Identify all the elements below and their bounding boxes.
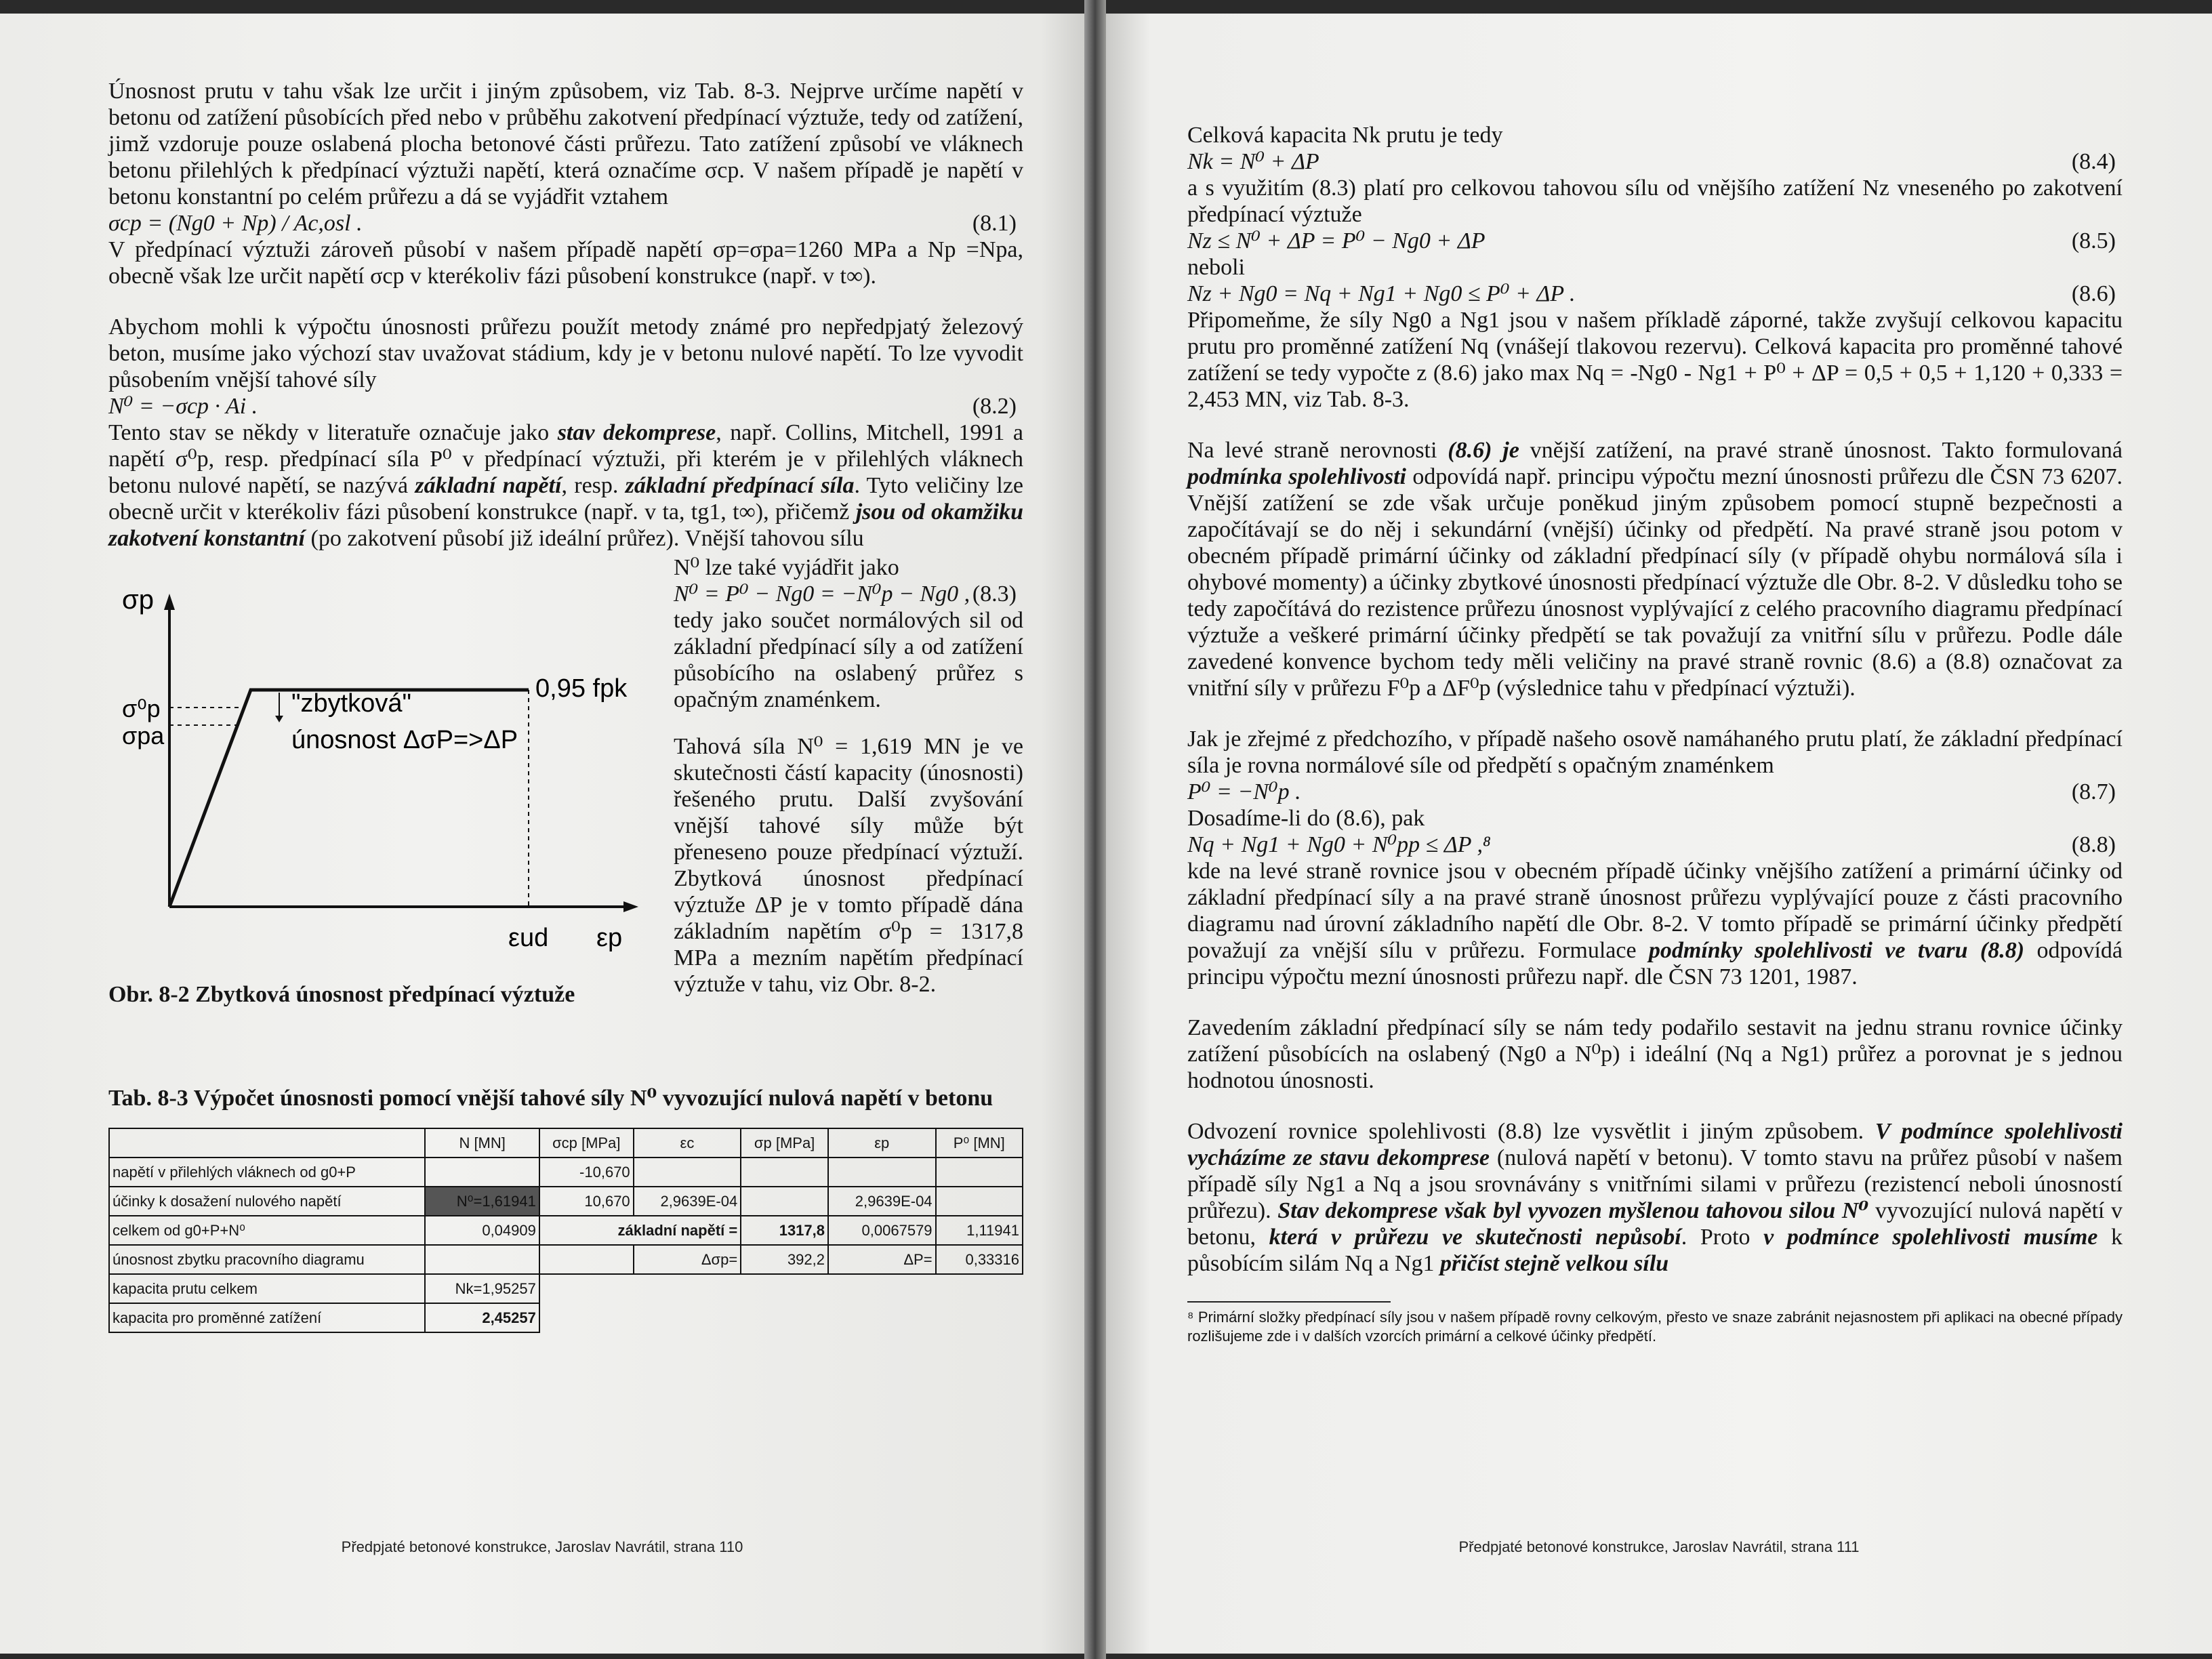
figure-text-line-2: únosnost ΔσP=>ΔP (291, 726, 518, 754)
level-label: 0,95 fpk (535, 674, 628, 703)
table-cell: 0,33316 (936, 1245, 1023, 1274)
r-paragraph-7: Dosadíme-li do (8.6), pak (1187, 806, 1425, 831)
table-row (109, 1158, 1023, 1187)
diagram-curve (169, 690, 529, 907)
para4-text-e: , resp. (561, 473, 626, 498)
term-zakladni-predpinaci-sila: základní předpínací síla (625, 473, 855, 498)
para4-text-a: Tento stav se někdy v literatuře označuje jako (108, 420, 558, 445)
y-axis-label: σp (122, 585, 154, 615)
table-cell: kapacita prutu celkem (109, 1274, 425, 1303)
r10-text-a: Odvození rovnice spolehlivosti (8.8) lze vysvětlit i jiným způsobem. (1187, 1119, 1875, 1144)
side-paragraph-2: Tahová síla N⁰ = 1,619 MN je ve skutečnosti částí kapacity (únosnosti) řešeného prutu. Další zvyšování vnější tahové síly může být přeneseno pouze předpínací výztuží. Zbytková únosnost předpínací výztuže ΔP je v tomto případě dána základním napětím σ⁰p = 1317,8 MPa a mezním napětím předpínací výztuže v tahu, viz Obr. 8-2. (674, 734, 1023, 997)
table-header-cell (109, 1128, 425, 1158)
table-cell: 10,670 (539, 1187, 634, 1216)
r-paragraph-8 (1187, 858, 2123, 990)
equation-8-5-body: Nz ≤ N⁰ + ΔP = P⁰ − Ng0 + ΔP (1187, 228, 1486, 253)
table-cell (741, 1158, 828, 1187)
r10-term-j: přičíst stejně velkou sílu (1440, 1251, 1669, 1276)
right-page-content (1187, 122, 2123, 1346)
right-page (1106, 14, 2212, 1654)
figure-caption: Obr. 8-2 Zbytková únosnost předpínací výztuže (108, 982, 575, 1007)
table-header-cell: N [MN] (425, 1128, 539, 1158)
footnote-8: ⁸ Primární složky předpínací síly jsou v našem případě rovny celkovým, přesto ve snaze zabránit nejasnostem při aplikaci na obecné případy rozlišujeme zde i v dalších vzorcích primární a celkové účinky předpětí. (1187, 1309, 2123, 1345)
equation-8-2-number: (8.2) (972, 394, 1017, 419)
left-page (0, 14, 1084, 1654)
table-cell: N⁰=1,61941 (425, 1187, 539, 1216)
table-header-cell: P⁰ [MN] (936, 1128, 1023, 1158)
table-cell (539, 1245, 634, 1274)
table-cell: 2,9639E-04 (828, 1187, 936, 1216)
left-footer: Předpjaté betonové konstrukce, Jaroslav Navrátil, strana 110 (341, 1538, 743, 1555)
term-podminka-spolehlivosti: podmínka spolehlivosti (1187, 464, 1406, 489)
equation-8-6-body: Nz + Ng0 = Nq + Ng1 + Ng0 ≤ P⁰ + ΔP . (1187, 281, 1576, 306)
r5-ref: (8.6) je (1448, 438, 1519, 463)
equation-8-2-body: N⁰ = −σcp · Ai . (108, 394, 258, 419)
figure-8-2 (108, 554, 664, 1069)
r-paragraph-1: Celková kapacita Nk prutu je tedy (1187, 123, 1503, 148)
stress-strain-diagram (108, 554, 664, 961)
table-cell: 0,0067579 (828, 1216, 936, 1245)
table-cell: účinky k dosažení nulového napětí (109, 1187, 425, 1216)
r10-text-c: (nulová napětí v betonu). V tomto stavu na průřez působí v našem případě síly Ng1 a Nq a jsou srovnávány s vnitřními silami v průřezu (rezistencí neboli únosností průřezu). (1187, 1145, 2123, 1223)
table-row (109, 1274, 1023, 1303)
r10-term-b: V podmínce spolehlivosti vycházíme ze stavu dekomprese (1187, 1119, 2123, 1170)
r10-text-e: vyvozující nulová napětí v betonu, (1187, 1198, 2123, 1250)
equation-8-1-number: (8.1) (972, 211, 1017, 236)
residual-arrow-head-icon (275, 716, 283, 722)
table-cell: 392,2 (741, 1245, 828, 1274)
table-cell: 1317,8 (741, 1216, 828, 1245)
table-cell: napětí v přilehlých vláknech od g0+P (109, 1158, 425, 1187)
table-header-row (109, 1128, 1023, 1158)
x-axis-arrow-icon (623, 901, 638, 912)
equation-8-3-number: (8.3) (972, 581, 1017, 607)
term-podminky-spolehlivosti: podmínky spolehlivosti ve tvaru (8.8) (1648, 938, 2025, 963)
paragraph-1: Únosnost prutu v tahu však lze určit i jiným způsobem, viz Tab. 8-3. Nejprve určíme napětí v betonu od zatížení působících před nebo v průběhu zakotvení předpínací výztuže, tedy od zatížení, jimž vzdoruje pouze oslabená plocha betonové části průřezu. Tato zatížení způsobí ve vláknech betonu přilehlých k předpínací výztuži napětí, která označíme σcp. V našem případě je napětí v betonu konstantní po celém průřezu a dá se vyjádřit vztahem (108, 79, 1023, 209)
table-cell (425, 1245, 539, 1274)
r-paragraph-2: a s využitím (8.3) platí pro celkovou tahovou sílu od vnějšího zatížení Nz vneseného po zakotvení předpínací výztuže (1187, 176, 2123, 227)
table-empty-cell (539, 1274, 1023, 1303)
table-cell: kapacita pro proměnné zatížení (109, 1303, 425, 1332)
equation-8-7 (1187, 779, 2123, 805)
table-header-cell: εc (634, 1128, 741, 1158)
para4-text-c: , např. Collins, Mitchell, 1991 a napětí σ⁰p, resp. předpínací síla P⁰ v předpínací výztuži, při kterém je v přilehlých vláknech betonu nulové napětí, se nazývá (108, 420, 1024, 498)
term-stav-dekomprese: stav dekomprese (557, 420, 716, 445)
equation-8-6-number: (8.6) (2071, 281, 2116, 306)
para4-text-g: . Tyto veličiny lze obecně určit v kterékoliv fázi působení konstrukce (např. v ta, tg1, t∞), přičemž (108, 473, 1023, 525)
equation-8-4-body: Nk = N⁰ + ΔP (1187, 149, 1319, 174)
term-zakladni-napeti: základní napětí (415, 473, 562, 498)
para4-text-i: (po zakotvení působí již ideální průřez). Vnější tahovou sílu (305, 526, 864, 551)
sigma0-label: σ⁰p (122, 695, 161, 722)
r5-text-a: Na levé straně nerovnosti (1187, 438, 1448, 463)
table-cell (936, 1158, 1023, 1187)
table-cell: 1,11941 (936, 1216, 1023, 1245)
table-cell (634, 1158, 741, 1187)
paragraph-4 (108, 419, 1023, 552)
table-cell: Nk=1,95257 (425, 1274, 539, 1303)
table-cell: -10,670 (539, 1158, 634, 1187)
paragraph-3: Abychom mohli k výpočtu únosnosti průřezu použít metody známé pro nepředpjatý železový beton, musíme jako výchozí stav uvažovat stádium, kdy je v betonu nulové napětí. To lze vyvodit působením vnější tahové síly (108, 314, 1023, 392)
paragraph-2: V předpínací výztuži zároveň působí v našem případě napětí σp=σpa=1260 MPa a Np =Npa, obecně však lze určit napětí σcp v kterékoliv fázi působení konstrukce (např. v t∞). (108, 237, 1023, 289)
table-cell (936, 1187, 1023, 1216)
table-cell: 2,9639E-04 (634, 1187, 741, 1216)
table-cell: Δσp= (634, 1245, 741, 1274)
r10-text-g: . Proto (1681, 1225, 1764, 1250)
table-cell (425, 1158, 539, 1187)
equation-8-8 (1187, 832, 2123, 858)
table-cell: 2,45257 (425, 1303, 539, 1332)
r8-text-c: odpovídá principu výpočtu mezní únosnosti průřezu např. dle ČSN 73 1201, 1987. (1187, 938, 2123, 989)
table-row (109, 1216, 1023, 1245)
figure-text-line-1: "zbytková" (291, 689, 411, 718)
r-paragraph-3: neboli (1187, 255, 1245, 280)
equation-8-8-number: (8.8) (2071, 832, 2116, 857)
side-paragraph-1: tedy jako součet normálových sil od základní předpínací síly a od zatížení působícího na oslabený průřez s opačným znaménkem. (674, 608, 1023, 712)
x-marker-label: εud (508, 924, 549, 952)
table-cell: celkem od g0+P+N⁰ (109, 1216, 425, 1245)
r5-text-c: vnější zatížení, na pravé straně únosnost. Takto formulovaná (1519, 438, 2123, 463)
table-cell: základní napětí = (539, 1216, 741, 1245)
equation-8-5 (1187, 228, 2123, 254)
equation-8-2 (108, 393, 1023, 419)
equation-8-5-number: (8.5) (2071, 228, 2116, 253)
equation-8-3-body: N⁰ = P⁰ − Ng0 = −N⁰p − Ng0 , (674, 581, 970, 607)
r8-text-a: kde na levé straně rovnice jsou v obecném případě účinky vnějšího zatížení a primární účinky od základní předpínací síly a na pravé straně únosnost průřezu vyplývající pouze z části pracovního diagramu nad úrovní základního napětí dle Obr. 8-2. V tomto případě se primární účinky předpětí považují za vnější sílu v průřezu. Formulace (1187, 859, 2123, 963)
equation-8-1 (108, 210, 1023, 237)
r-paragraph-6: Jak je zřejmé z předchozího, v případě našeho osově namáhaného prutu platí, že základní předpínací síla je rovna normálové síle od předpětí s opačným znaménkem (1187, 726, 2123, 778)
r10-term-f: která v průřezu ve skutečnosti nepůsobí (1269, 1225, 1681, 1250)
equation-8-3 (674, 581, 1023, 607)
equation-8-7-body: P⁰ = −N⁰p . (1187, 779, 1301, 804)
table-header-cell: σcp [MPa] (539, 1128, 634, 1158)
r-paragraph-5 (1187, 437, 2123, 701)
table-cell: únosnost zbytku pracovního diagramu (109, 1245, 425, 1274)
left-page-content (108, 78, 1023, 1333)
r-paragraph-9: Zavedením základní předpínací síly se nám tedy podařilo sestavit na jednu stranu rovnice účinky zatížení působících na oslabený (Ng0 a N⁰p) i ideální (Nq a Ng1) průřez a porovnat je s jednou hodnotou únosnosti. (1187, 1015, 2123, 1093)
r10-term-h: v podmínce spolehlivosti musíme (1763, 1225, 2098, 1250)
table-row (109, 1303, 1023, 1332)
calc-table (108, 1128, 1023, 1333)
y-axis-arrow-icon (164, 594, 175, 610)
table-header-cell: σp [MPa] (741, 1128, 828, 1158)
table-cell (828, 1158, 936, 1187)
equation-8-8-body: Nq + Ng1 + Ng0 + N⁰pp ≤ ΔP ,⁸ (1187, 832, 1491, 857)
table-cell: 0,04909 (425, 1216, 539, 1245)
table-empty-cell (539, 1303, 1023, 1332)
x-axis-label: εp (596, 924, 623, 952)
r-paragraph-10 (1187, 1118, 2123, 1277)
r10-term-d: Stav dekomprese však byl vyvozen myšlenou tahovou silou N⁰ (1277, 1198, 1869, 1223)
equation-8-7-number: (8.7) (2071, 779, 2116, 804)
table-cell (741, 1187, 828, 1216)
figure-side-text (664, 554, 1023, 1069)
book-gutter (1084, 0, 1106, 1659)
equation-8-6 (1187, 281, 2123, 307)
r-paragraph-4: Připomeňme, že síly Ng0 a Ng1 jsou v našem příkladě záporné, takže zvyšují celkovou kapacitu prutu pro proměnné zatížení Nq (vnášejí tlakovou rezervu). Celková kapacita pro proměnné tahové zatížení se tedy vypočte z (8.6) jako max Nq = -Ng0 - Ng1 + P⁰ + ΔP = 0,5 + 0,5 + 1,120 + 0,333 = 2,453 MN, viz Tab. 8-3. (1187, 308, 2123, 412)
table-title: Tab. 8-3 Výpočet únosnosti pomocí vnější tahové síly N⁰ vyvozující nulová napětí v betonu (108, 1086, 994, 1111)
table-row (109, 1187, 1023, 1216)
table-cell: ΔP= (828, 1245, 936, 1274)
figure-block (108, 554, 1023, 1069)
right-footer: Předpjaté betonové konstrukce, Jaroslav Navrátil, strana 111 (1458, 1538, 1860, 1555)
footnote-divider (1187, 1301, 1391, 1303)
equation-8-1-body: σcp = (Ng0 + Np) / Ac,osl . (108, 211, 363, 236)
r5-text-e: odpovídá např. principu výpočtu mezní únosnosti průřezu dle ČSN 73 6207. Vnější zatížení se zde však určuje poněkud jiným způsobem pomocí stupně bezpečnosti a započítávají se do něj i sekundární (vnější) účinky od předpětí. Na pravé straně jsou potom v obecném případě primární účinky od základní předpínací síly (v případě ohybu normálová síla i ohybové momenty) a účinky zbytkové únosnosti předpínací výztuže dle Obr. 8-2. V důsledku toho se tedy započítává do rezistence průřezu únosnost vyplývající z celého pracovního diagramu předpínací výztuže a veškeré primární účinky předpětí se tak považují za vnitřní sílu v průřezu. Podle dále zavedené konvence bychom tedy měli veličiny na pravé straně rovnic (8.6) a (8.8) označovat za vnitřní síly v průřezu F⁰p a ΔF⁰p (výslednice tahu v předpínací výztuži). (1187, 464, 2123, 701)
equation-8-4-number: (8.4) (2071, 149, 2116, 174)
term-konstantni: jsou od okamžiku zakotvení konstantní (108, 499, 1023, 551)
r10-text-i: k působícím silám Nq a Ng1 (1187, 1225, 2123, 1276)
sigma-pa-label: σpa (122, 722, 165, 750)
table-row (109, 1245, 1023, 1274)
equation-8-4 (1187, 148, 2123, 175)
side-intro: N⁰ lze také vyjádřit jako (674, 555, 899, 580)
table-header-cell: εp (828, 1128, 936, 1158)
